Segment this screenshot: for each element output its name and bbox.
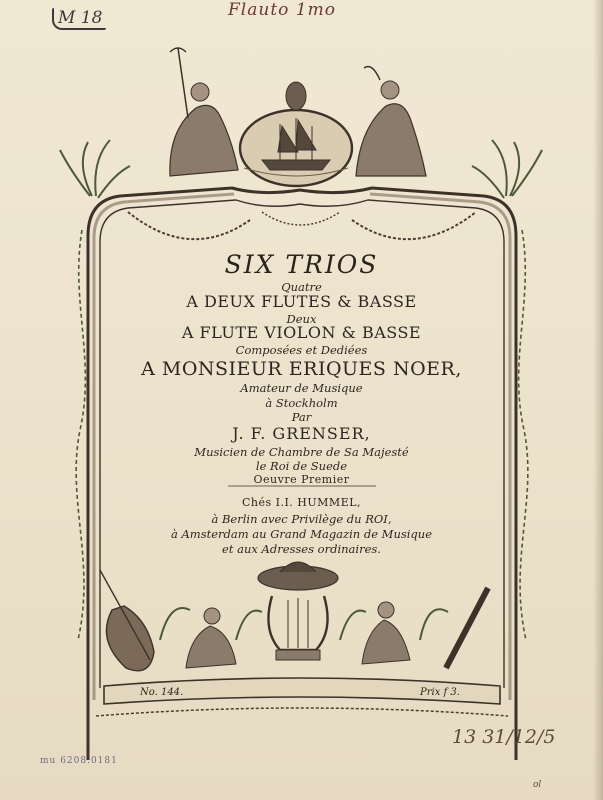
composer-title-line2: le Roi de Suede xyxy=(255,459,348,473)
seated-figure-left-icon xyxy=(186,626,236,668)
palm-right-icon xyxy=(472,140,542,198)
handwritten-corner-mark: ol xyxy=(533,780,542,790)
publisher-line1: Chés I.I. HUMMEL, xyxy=(241,496,362,509)
figure-mercury-icon xyxy=(170,105,238,176)
figure-minerva-icon xyxy=(356,104,426,176)
plate-number: No. 144. xyxy=(140,687,184,698)
publisher-line4: et aux Adresses ordinaires. xyxy=(222,542,381,556)
palm-left-icon xyxy=(60,140,130,198)
composer-name: J. F. GRENSER, xyxy=(232,424,371,443)
title-deux: Deux xyxy=(286,312,317,326)
title-dedicatee: A MONSIEUR ERIQUES NOER, xyxy=(141,358,462,380)
title-par: Par xyxy=(291,410,312,424)
title-place: à Stockholm xyxy=(265,396,338,410)
price: Prix f 3. xyxy=(420,687,460,698)
title-quatre: Quatre xyxy=(281,280,322,294)
opus-number: Oeuvre Premier xyxy=(253,473,350,486)
handwritten-part-note: Flauto 1mo xyxy=(228,0,336,20)
title-dedication-label: Composées et Dediées xyxy=(235,343,368,357)
garland-swag-left xyxy=(128,212,250,239)
handwritten-shelf-mark: M 18 xyxy=(52,8,106,30)
bassoon-icon xyxy=(446,588,488,668)
library-stamp: mu 6208.0181 xyxy=(40,756,118,766)
cello-icon xyxy=(100,570,154,671)
composer-title-line1: Musicien de Chambre de Sa Majesté xyxy=(194,445,409,459)
title-main: SIX TRIOS xyxy=(224,250,379,279)
publisher-line2: à Berlin avec Privilège du ROI, xyxy=(211,512,392,526)
finial-icon xyxy=(286,82,306,110)
seated-figure-right-icon xyxy=(362,620,410,664)
publisher-line3: à Amsterdam au Grand Magazin de Musique xyxy=(170,527,432,541)
garland-swag-right xyxy=(352,212,476,239)
title-deux-flutes: A DEUX FLUTES & BASSE xyxy=(186,292,417,311)
handwritten-signature: 13 31/12/5 xyxy=(452,726,556,748)
title-amateur: Amateur de Musique xyxy=(240,381,363,395)
title-flute-violon: A FLUTE VIOLON & BASSE xyxy=(181,323,422,342)
